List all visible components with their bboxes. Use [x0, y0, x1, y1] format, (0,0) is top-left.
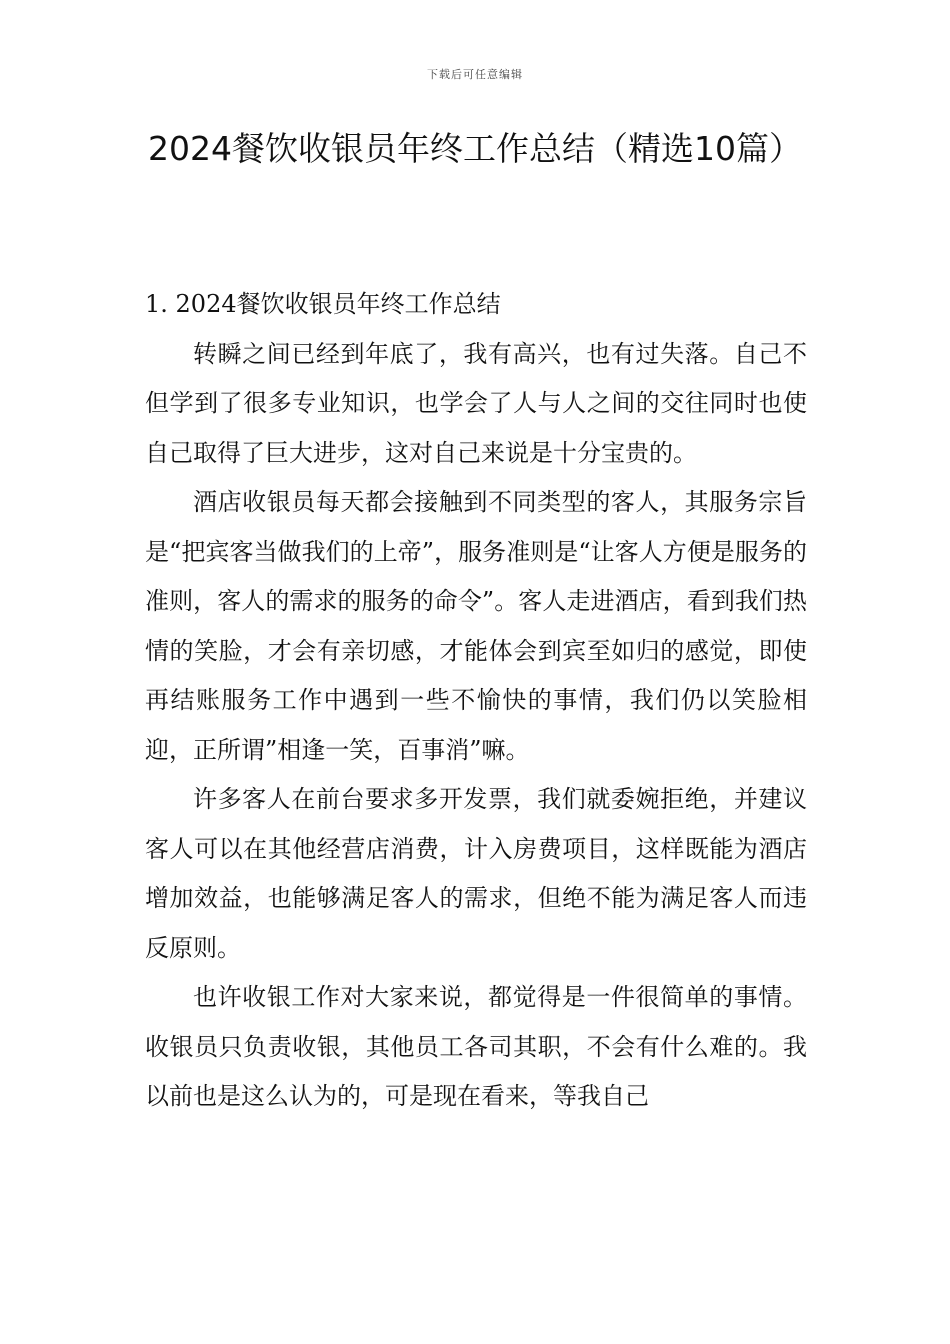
paragraph-1: 转瞬之间已经到年底了，我有高兴，也有过失落。自己不但学到了很多专业知识，也学会了人与人之间的交往同时也使自己取得了巨大进步，这对自己来说是十分宝贵的。 [145, 339, 807, 467]
paragraph-2: 酒店收银员每天都会接触到不同类型的客人，其服务宗旨是“把宾客当做我们的上帝”，服务准则是“让客人方便是服务的准则，客人的需求的服务的命令”。客人走进酒店，看到我们热情的笑脸，才会有亲切感，才能体会到宾至如归的感觉，即使再结账服务工作中遇到一些不愉快的事情，我们仍以笑脸相迎，正所谓”相逢一笑，百事消”嘛。 [145, 488, 807, 764]
document-title: 2024餐饮收银员年终工作总结（精选10篇） [148, 129, 802, 168]
paragraph-3: 许多客人在前台要求多开发票，我们就委婉拒绝，并建议客人可以在其他经营店消费，计入房费项目，这样既能为酒店增加效益，也能够满足客人的需求，但绝不能为满足客人而违反原则。 [145, 785, 807, 962]
document-body [145, 280, 807, 1122]
header-note: 下载后可任意编辑 [427, 68, 523, 81]
paragraph-4: 也许收银工作对大家来说，都觉得是一件很简单的事情。收银员只负责收银，其他员工各司其职，不会有什么难的。我以前也是这么认为的，可是现在看来，等我自己 [145, 983, 807, 1110]
section-heading: 1. 2024餐饮收银员年终工作总结 [145, 290, 501, 318]
